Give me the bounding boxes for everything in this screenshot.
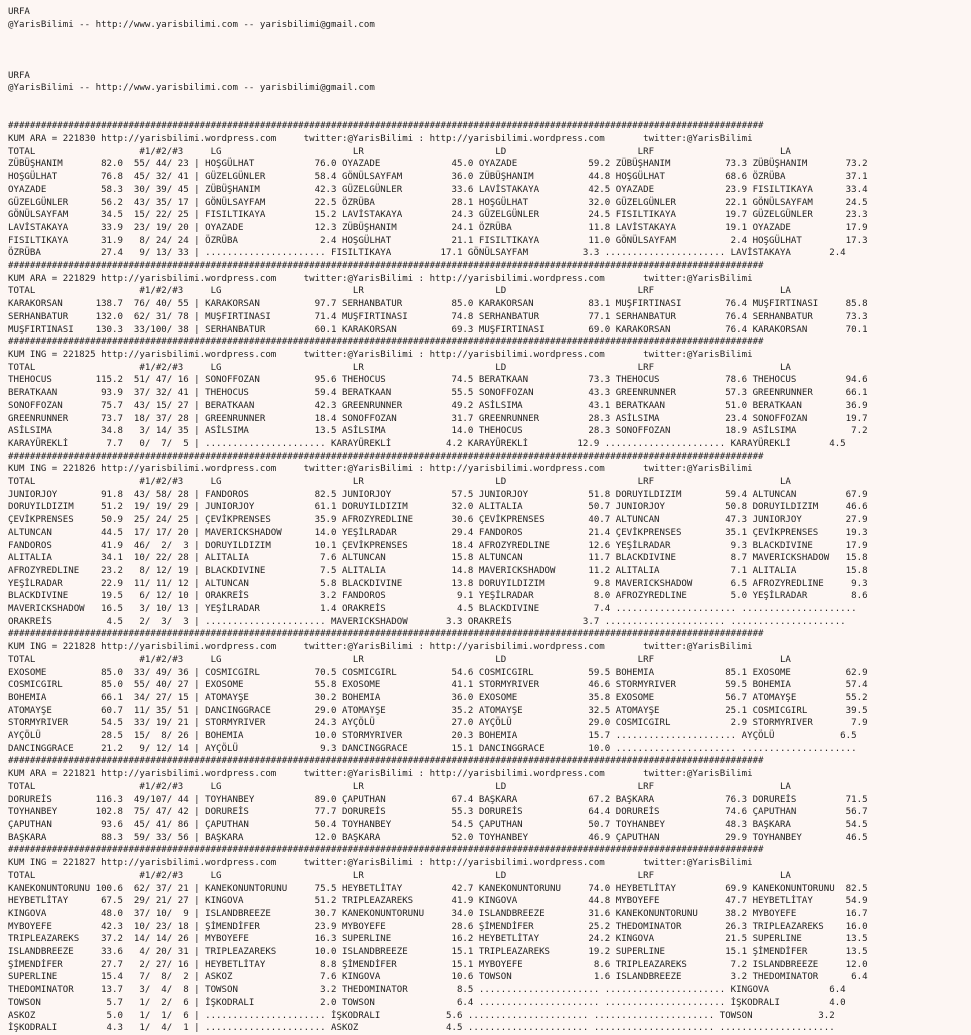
report-line: URFA bbox=[8, 70, 30, 81]
report-line: KUM ARA = 221830 http://yarisbilimi.wordpress.com twitter:@YarisBilimi : http://yarisbilimi.wordpress.com twitter:@YarisBilimi bbox=[8, 134, 753, 145]
report-line: TRIPLEAZAREKS 37.2 14/ 14/ 26 | MYBOYEFE 16.3 SUPERLINE 16.2 HEYBETLİTAY 24.2 KINGOVA 21.5 SUPERLINE 13.5 bbox=[8, 934, 868, 945]
report-line: GREENRUNNER 73.7 18/ 37/ 28 | GREENRUNNER 18.4 SONOFFOZAN 31.7 GREENRUNNER 28.3 ASİLSIMA 23.4 SONOFFOZAN 19.7 bbox=[8, 413, 868, 424]
report-line: BOHEMIA 66.1 34/ 27/ 15 | ATOMAYŞE 30.2 BOHEMIA 36.0 EXOSOME 35.8 EXOSOME 56.7 ATOMAYŞE 55.2 bbox=[8, 692, 868, 703]
report-line: THEDOMINATOR 13.7 3/ 4/ 8 | TOWSON 3.2 THEDOMINATOR 8.5 ...................... ...................... KINGOVA 6.4 bbox=[8, 985, 846, 996]
report-line: ÇEVİKPRENSES 50.9 25/ 24/ 25 | ÇEVİKPRENSES 35.9 AFROZYREDLINE 30.6 ÇEVİKPRENSES 40.7 ALTUNCAN 47.3 JUNIORJOY 27.9 bbox=[8, 515, 868, 526]
report-line: COSMICGIRL 85.0 55/ 40/ 27 | EXOSOME 55.8 EXOSOME 41.1 STORMYRIVER 46.6 STORMYRIVER 59.5 BOHEMIA 57.4 bbox=[8, 680, 868, 691]
report-line: @YarisBilimi -- http://www.yarisbilimi.com -- yarisbilimi@gmail.com bbox=[8, 19, 375, 30]
report-line: ISLANDBREEZE 33.6 4/ 20/ 31 | TRIPLEAZAREKS 10.0 ISLANDBREEZE 15.1 TRIPLEAZAREKS 19.2 SUPERLINE 15.1 ŞİMENDİFER 13.5 bbox=[8, 947, 868, 958]
report-line: TOTAL #1/#2/#3 LG LR LD LRF LA bbox=[8, 781, 791, 792]
report-line: BLACKDIVINE 19.5 6/ 12/ 10 | ORAKREİS 3.2 FANDOROS 9.1 YEŞİLRADAR 8.0 AFROZYREDLINE 5.0 YEŞİLRADAR 8.6 bbox=[8, 591, 868, 602]
report-line: ########################################################################################################################################## bbox=[8, 261, 764, 272]
report-line: GÖNÜLSAYFAM 34.5 15/ 22/ 25 | FISILTIKAYA 15.2 LAVİSTAKAYA 24.3 GÜZELGÜNLER 24.5 FISILTIKAYA 19.7 GÜZELGÜNLER 23.3 bbox=[8, 210, 868, 221]
report-line: LAVİSTAKAYA 33.9 23/ 19/ 20 | OYAZADE 12.3 ZÜBÜŞHANIM 24.1 ÖZRÜBA 11.8 LAVİSTAKAYA 19.1 OYAZADE 17.9 bbox=[8, 222, 868, 233]
report-line: @YarisBilimi -- http://www.yarisbilimi.com -- yarisbilimi@gmail.com bbox=[8, 83, 375, 94]
report-line: ASİLSIMA 34.8 3/ 14/ 35 | ASİLSIMA 13.5 ASİLSIMA 14.0 THEHOCUS 28.3 SONOFFOZAN 18.9 ASİLSIMA 7.2 bbox=[8, 426, 868, 437]
report-line: HEYBETLİTAY 67.5 29/ 21/ 27 | KINGOVA 51.2 TRIPLEAZAREKS 41.9 KINGOVA 44.8 MYBOYEFE 47.7 HEYBETLİTAY 54.9 bbox=[8, 896, 868, 907]
report-line: OYAZADE 58.3 30/ 39/ 45 | ZÜBÜŞHANIM 42.3 GÜZELGÜNLER 33.6 LAVİSTAKAYA 42.5 OYAZADE 23.9 FISILTIKAYA 33.4 bbox=[8, 184, 868, 195]
report-line: KARAYÜREKLİ 7.7 0/ 7/ 5 | ...................... KARAYÜREKLİ 4.2 KARAYÜREKLİ 12.9 ...................... KARAYÜREKLİ 4.5 bbox=[8, 438, 846, 449]
report-line: KANEKONUNTORUNU 100.6 62/ 37/ 21 | KANEKONUNTORUNU 75.5 HEYBETLİTAY 42.7 KANEKONUNTORUNU 74.0 HEYBETLİTAY 69.9 KANEKONUNTORUNU 82.5 bbox=[8, 883, 868, 894]
report-line: KUM ING = 221826 http://yarisbilimi.wordpress.com twitter:@YarisBilimi : http://yarisbilimi.wordpress.com twitter:@YarisBilimi bbox=[8, 464, 753, 475]
report-line: TOYHANBEY 102.8 75/ 47/ 42 | DORUREİS 77.7 DORUREİS 55.3 DORUREİS 64.4 DORUREİS 74.6 ÇAPUTHAN 56.7 bbox=[8, 807, 868, 818]
report-line: KUM ARA = 221829 http://yarisbilimi.wordpress.com twitter:@YarisBilimi : http://yarisbilimi.wordpress.com twitter:@YarisBilimi bbox=[8, 273, 753, 284]
report-line: TOTAL #1/#2/#3 LG LR LD LRF LA bbox=[8, 146, 791, 157]
report-line: ########################################################################################################################################## bbox=[8, 451, 764, 462]
report-line: KARAKORSAN 138.7 76/ 40/ 55 | KARAKORSAN 97.7 SERHANBATUR 85.0 KARAKORSAN 83.1 MUŞFIRTINASI 76.4 MUŞFIRTINASI 85.8 bbox=[8, 299, 868, 310]
report-line: TOTAL #1/#2/#3 LG LR LD LRF LA bbox=[8, 286, 791, 297]
report-line: TOTAL #1/#2/#3 LG LR LD LRF LA bbox=[8, 654, 791, 665]
report-line: ########################################################################################################################################## bbox=[8, 845, 764, 856]
report-line: KUM ING = 221827 http://yarisbilimi.wordpress.com twitter:@YarisBilimi : http://yarisbilimi.wordpress.com twitter:@YarisBilimi bbox=[8, 858, 753, 869]
report-line: ÖZRÜBA 27.4 9/ 13/ 33 | ...................... FISILTIKAYA 17.1 GÖNÜLSAYFAM 3.3 ...................... LAVİSTAKAYA 2.4 bbox=[8, 248, 846, 259]
report-line: THEHOCUS 115.2 51/ 47/ 16 | SONOFFOZAN 95.6 THEHOCUS 74.5 BERATKAAN 73.3 THEHOCUS 78.6 THEHOCUS 94.6 bbox=[8, 375, 868, 386]
report-line: GÜZELGÜNLER 56.2 43/ 35/ 17 | GÖNÜLSAYFAM 22.5 ÖZRÜBA 28.1 HOŞGÜLHAT 32.0 GÜZELGÜNLER 22.1 GÖNÜLSAYFAM 24.5 bbox=[8, 197, 868, 208]
report-line: HOŞGÜLHAT 76.8 45/ 32/ 41 | GÜZELGÜNLER 58.4 GÖNÜLSAYFAM 36.0 ZÜBÜŞHANIM 44.8 HOŞGÜLHAT 68.6 ÖZRÜBA 37.1 bbox=[8, 172, 868, 183]
report-line: URFA bbox=[8, 7, 30, 17]
report-line: MUŞFIRTINASI 130.3 33/100/ 38 | SERHANBATUR 60.1 KARAKORSAN 69.3 MUŞFIRTINASI 69.0 KARAKORSAN 76.4 KARAKORSAN 70.1 bbox=[8, 324, 868, 335]
report-line: ATOMAYŞE 60.7 11/ 35/ 51 | DANCINGGRACE 29.0 ATOMAYŞE 35.2 ATOMAYŞE 32.5 ATOMAYŞE 25.1 COSMICGIRL 39.5 bbox=[8, 705, 868, 716]
report-line: DANCINGGRACE 21.2 9/ 12/ 14 | AYÇÖLÜ 9.3 DANCINGGRACE 15.1 DANCINGGRACE 10.0 ...................... ..................... bbox=[8, 743, 857, 754]
report-line: SONOFFOZAN 75.7 43/ 15/ 27 | BERATKAAN 42.3 GREENRUNNER 49.2 ASİLSIMA 43.1 BERATKAAN 51.0 BERATKAAN 36.9 bbox=[8, 400, 868, 411]
report-line: EXOSOME 85.0 33/ 49/ 36 | COSMICGIRL 70.5 COSMICGIRL 54.6 COSMICGIRL 59.5 BOHEMIA 85.1 EXOSOME 62.9 bbox=[8, 667, 868, 678]
report-line: BERATKAAN 93.9 37/ 32/ 41 | THEHOCUS 59.4 BERATKAAN 55.5 SONOFFOZAN 43.3 GREENRUNNER 57.3 GREENRUNNER 66.1 bbox=[8, 388, 868, 399]
report-line: FISILTIKAYA 31.9 8/ 24/ 24 | ÖZRÜBA 2.4 HOŞGÜLHAT 21.1 FISILTIKAYA 11.0 GÖNÜLSAYFAM 2.4 HOŞGÜLHAT 17.3 bbox=[8, 235, 868, 246]
report-line: DORUREİS 116.3 49/107/ 44 | TOYHANBEY 89.0 ÇAPUTHAN 67.4 BAŞKARA 67.2 BAŞKARA 76.3 DORUREİS 71.5 bbox=[8, 794, 868, 805]
report-line: ########################################################################################################################################## bbox=[8, 337, 764, 348]
report-line: KINGOVA 48.0 37/ 10/ 9 | ISLANDBREEZE 30.7 KANEKONUNTORUNU 34.0 ISLANDBREEZE 31.6 KANEKONUNTORUNU 38.2 MYBOYEFE 16.7 bbox=[8, 908, 868, 919]
report-line: ########################################################################################################################################## bbox=[8, 756, 764, 767]
report-line: STORMYRIVER 54.5 33/ 19/ 21 | STORMYRIVER 24.3 AYÇÖLÜ 27.0 AYÇÖLÜ 29.0 COSMICGIRL 2.9 STORMYRIVER 7.9 bbox=[8, 718, 868, 729]
report-line: JUNIORJOY 91.8 43/ 58/ 28 | FANDOROS 82.5 JUNIORJOY 57.5 JUNIORJOY 51.8 DORUYILDIZIM 59.4 ALTUNCAN 67.9 bbox=[8, 489, 868, 500]
report-line: BAŞKARA 88.3 59/ 33/ 56 | BAŞKARA 12.0 BAŞKARA 52.0 TOYHANBEY 46.9 ÇAPUTHAN 29.9 TOYHANBEY 46.5 bbox=[8, 832, 868, 843]
report-line: AYÇÖLÜ 28.5 15/ 8/ 26 | BOHEMIA 10.0 STORMYRIVER 20.3 BOHEMIA 15.7 ...................... AYÇÖLÜ 6.5 bbox=[8, 731, 857, 742]
report-line: ÇAPUTHAN 93.6 45/ 41/ 86 | ÇAPUTHAN 50.4 TOYHANBEY 54.5 ÇAPUTHAN 50.7 TOYHANBEY 48.3 BAŞKARA 54.5 bbox=[8, 820, 868, 830]
report-line: ########################################################################################################################################## bbox=[8, 629, 764, 640]
report-line: ALTUNCAN 44.5 17/ 17/ 20 | MAVERICKSHADOW 14.0 YEŞİLRADAR 29.4 FANDOROS 21.4 ÇEVİKPRENSES 35.1 ÇEVİKPRENSES 19.3 bbox=[8, 527, 868, 538]
report-line: DORUYILDIZIM 51.2 19/ 19/ 29 | JUNIORJOY 61.1 DORUYILDIZIM 32.0 ALITALIA 50.7 JUNIORJOY 50.8 DORUYILDIZIM 46.6 bbox=[8, 502, 868, 513]
report-line: MYBOYEFE 42.3 10/ 23/ 18 | ŞİMENDİFER 23.9 MYBOYEFE 28.6 ŞİMENDİFER 25.2 THEDOMINATOR 26.3 TRIPLEAZAREKS 16.0 bbox=[8, 921, 868, 932]
report-line: KUM ING = 221828 http://yarisbilimi.wordpress.com twitter:@YarisBilimi : http://yarisbilimi.wordpress.com twitter:@YarisBilimi bbox=[8, 642, 753, 653]
report-line: ASKOZ 5.0 1/ 1/ 6 | ...................... İŞKODRALI 5.6 ...................... ...................... TOWSON 3.2 bbox=[8, 1010, 835, 1021]
report-line: ORAKREİS 4.5 2/ 3/ 3 | ...................... MAVERICKSHADOW 3.3 ORAKREİS 3.7 ...................... ..................... bbox=[8, 616, 846, 627]
report-line: TOTAL #1/#2/#3 LG LR LD LRF LA bbox=[8, 477, 791, 488]
report-line: ########################################################################################################################################## bbox=[8, 121, 764, 132]
report-line: İŞKODRALI 4.3 1/ 4/ 1 | ...................... ASKOZ 4.5 ...................... ...................... ..................... bbox=[8, 1023, 835, 1034]
report-line: FANDOROS 41.9 46/ 2/ 3 | DORUYILDIZIM 10.1 ÇEVİKPRENSES 18.4 AFROZYREDLINE 12.6 YEŞİLRADAR 9.3 BLACKDIVINE 17.9 bbox=[8, 540, 868, 551]
report-line: TOWSON 5.7 1/ 2/ 6 | İŞKODRALI 2.0 TOWSON 6.4 ...................... ...................... İŞKODRALI 4.0 bbox=[8, 997, 846, 1008]
report-line: TOTAL #1/#2/#3 LG LR LD LRF LA bbox=[8, 362, 791, 373]
report-line: SERHANBATUR 132.0 62/ 31/ 78 | MUŞFIRTINASI 71.4 MUŞFIRTINASI 74.8 SERHANBATUR 77.1 SERHANBATUR 76.4 SERHANBATUR 73.3 bbox=[8, 311, 868, 322]
report-line: TOTAL #1/#2/#3 LG LR LD LRF LA bbox=[8, 870, 791, 881]
report-line: KUM ING = 221825 http://yarisbilimi.wordpress.com twitter:@YarisBilimi : http://yarisbilimi.wordpress.com twitter:@YarisBilimi bbox=[8, 349, 753, 360]
report-line: KUM ARA = 221821 http://yarisbilimi.wordpress.com twitter:@YarisBilimi : http://yarisbilimi.wordpress.com twitter:@YarisBilimi bbox=[8, 769, 753, 780]
report-line: ZÜBÜŞHANIM 82.0 55/ 44/ 23 | HOŞGÜLHAT 76.0 OYAZADE 45.0 OYAZADE 59.2 ZÜBÜŞHANIM 73.3 ZÜBÜŞHANIM 73.2 bbox=[8, 159, 868, 170]
report-line: YEŞİLRADAR 22.9 11/ 11/ 12 | ALTUNCAN 5.8 BLACKDIVINE 13.8 DORUYILDIZIM 9.8 MAVERICKSHADOW 6.5 AFROZYREDLINE 9.3 bbox=[8, 578, 868, 589]
report-line: MAVERICKSHADOW 16.5 3/ 10/ 13 | YEŞİLRADAR 1.4 ORAKREİS 4.5 BLACKDIVINE 7.4 ...................... ..................... bbox=[8, 604, 857, 615]
report-line: ALITALIA 34.1 10/ 22/ 28 | ALITALIA 7.6 ALTUNCAN 15.8 ALTUNCAN 11.7 BLACKDIVINE 8.7 MAVERICKSHADOW 15.8 bbox=[8, 553, 868, 564]
report-line: ŞİMENDİFER 27.7 2/ 27/ 16 | HEYBETLİTAY 8.8 ŞİMENDİFER 15.1 MYBOYEFE 8.6 TRIPLEAZAREKS 7.2 ISLANDBREEZE 12.0 bbox=[8, 959, 868, 970]
report-line: SUPERLINE 15.4 7/ 8/ 2 | ASKOZ 7.6 KINGOVA 10.6 TOWSON 1.6 ISLANDBREEZE 3.2 THEDOMINATOR 6.4 bbox=[8, 972, 868, 983]
report-line: AFROZYREDLINE 23.2 8/ 12/ 19 | BLACKDIVINE 7.5 ALITALIA 14.8 MAVERICKSHADOW 11.2 ALITALIA 7.1 ALITALIA 15.8 bbox=[8, 565, 868, 576]
